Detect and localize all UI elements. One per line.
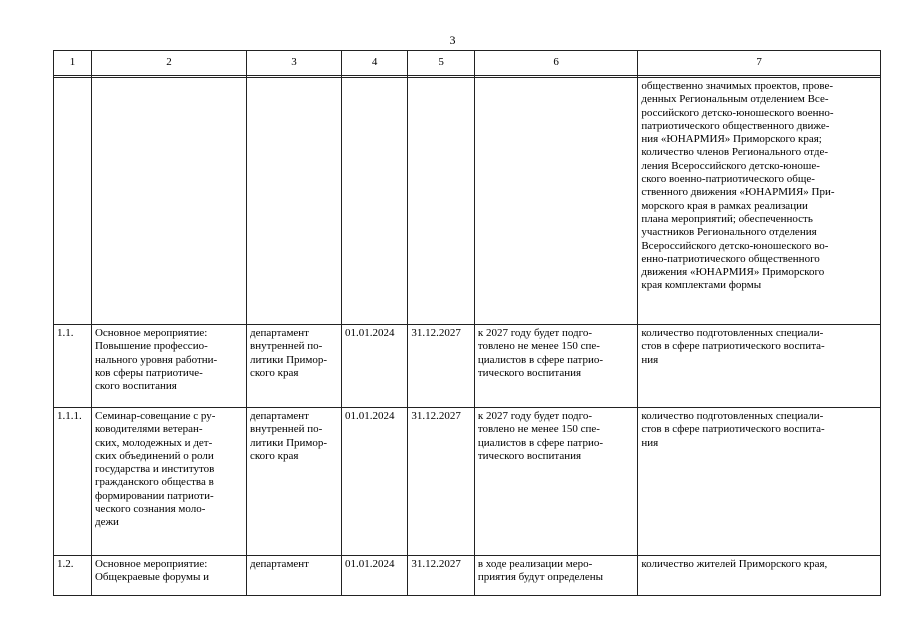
measure-name-cell: Семинар-совещание с ру- ководителями ветеран- ских, молодежных и дет- ских объединений о роли государства и институтов гражданского общества в формировании патриоти- ческого сознания моло- дежи [91,408,246,556]
row-number-cell: 1.2. [54,556,92,596]
indicator-cell: количество жителей Приморского края, [638,556,881,596]
start-date-cell: 01.01.2024 [341,408,407,556]
indicator-cell: количество подготовленных специали- стов в сфере патриотического воспита- ния [638,325,881,408]
end-date-cell: 31.12.2027 [408,408,474,556]
measure-name-cell: Основное мероприятие: Повышение профессио- нального уровня работни- ков сферы патриотиче- ского воспитания [91,325,246,408]
indicator-cell: общественно значимых проектов, прове- денных Региональным отделением Все- российского детско-юношеского военно- патриотического общественного движе- ния «ЮНАРМИЯ» Приморского края; количество членов Регионального отде- ления Всероссийского детско-юноше- ского военно-патриотического обще- ственного движения «ЮНАРМИЯ» При- морского края в рамках реализации плана мероприятий; обеспеченность участников Регионального отделения Всероссийского детско-юношеского во- енно-патриотического общественного движения «ЮНАРМИЯ» Приморского края комплектами формы [638,78,881,325]
header-cell: 6 [474,51,638,76]
row-number-cell: 1.1.1. [54,408,92,556]
measures-table [53,50,881,596]
header-cell: 7 [638,51,881,76]
table-row [54,325,881,408]
executor-cell: департамент [247,556,342,596]
table-row [54,556,881,596]
header-cell: 4 [341,51,407,76]
header-row [54,51,881,76]
executor-cell [247,78,342,325]
row-number-cell [54,78,92,325]
table-row [54,78,881,325]
table-row [54,408,881,556]
indicator-cell: количество подготовленных специали- стов в сфере патриотического воспита- ния [638,408,881,556]
expected-result-cell: к 2027 году будет подго- товлено не менее 150 спе- циалистов в сфере патрио- тического воспитания [474,325,638,408]
header-cell: 1 [54,51,92,76]
header-cell: 2 [91,51,246,76]
start-date-cell [341,78,407,325]
header-cell: 5 [408,51,474,76]
measure-name-cell: Основное мероприятие: Общекраевые форумы и [91,556,246,596]
row-number-cell: 1.1. [54,325,92,408]
page-number: 3 [449,33,456,47]
start-date-cell: 01.01.2024 [341,556,407,596]
executor-cell: департамент внутренней по- литики Примор- ского края [247,325,342,408]
end-date-cell: 31.12.2027 [408,325,474,408]
end-date-cell [408,78,474,325]
end-date-cell: 31.12.2027 [408,556,474,596]
measure-name-cell [91,78,246,325]
header-cell: 3 [247,51,342,76]
executor-cell: департамент внутренней по- литики Примор- ского края [247,408,342,556]
expected-result-cell: к 2027 году будет подго- товлено не менее 150 спе- циалистов в сфере патрио- тического воспитания [474,408,638,556]
expected-result-cell: в ходе реализации меро- приятия будут определены [474,556,638,596]
start-date-cell: 01.01.2024 [341,325,407,408]
expected-result-cell [474,78,638,325]
